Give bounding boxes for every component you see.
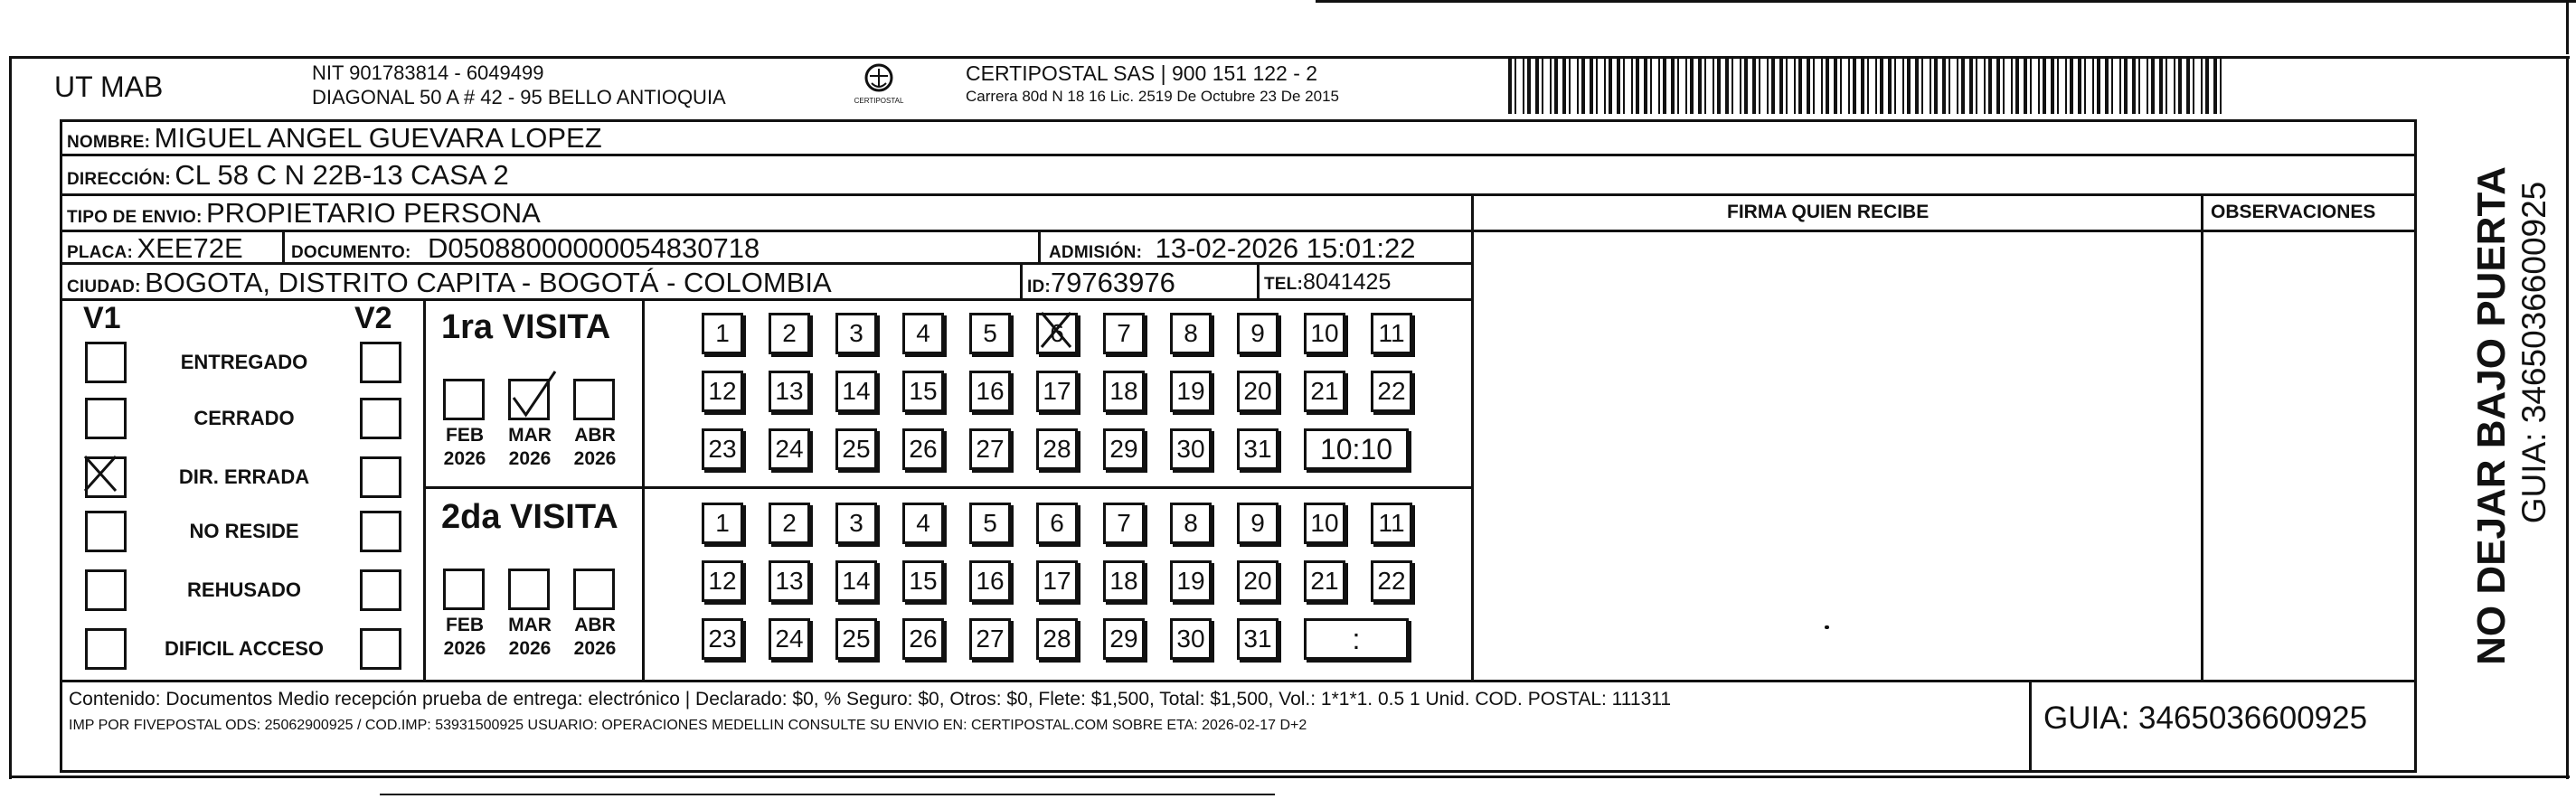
v1-checkbox[interactable]	[85, 511, 127, 552]
day-box[interactable]: 8	[1170, 503, 1212, 544]
v2-checkbox[interactable]	[360, 456, 401, 498]
day-box[interactable]: 21	[1304, 560, 1345, 602]
direccion-label: DIRECCIÓN:	[67, 170, 171, 189]
day-box[interactable]: 3	[835, 313, 877, 354]
day-box[interactable]: 28	[1036, 618, 1078, 660]
month-checkbox[interactable]	[443, 379, 485, 420]
day-box[interactable]: 30	[1170, 618, 1212, 660]
v1-checkbox[interactable]	[85, 398, 127, 439]
day-box[interactable]: 1	[702, 313, 743, 354]
placa-label: PLACA:	[67, 243, 133, 262]
time-box[interactable]: 10:10	[1304, 428, 1409, 470]
day-box[interactable]: 4	[902, 313, 944, 354]
scan-edge-right	[2566, 0, 2569, 54]
day-box[interactable]: 3	[835, 503, 877, 544]
day-box[interactable]: 21	[1304, 371, 1345, 412]
day-box[interactable]: 18	[1103, 560, 1145, 602]
status-label: DIR. ERRADA	[178, 465, 310, 488]
day-box[interactable]: 26	[902, 618, 944, 660]
day-box[interactable]: 11	[1371, 503, 1412, 544]
tipo-row	[67, 197, 541, 230]
day-box[interactable]: 25	[835, 428, 877, 470]
day-box[interactable]: 1	[702, 503, 743, 544]
id-value: 79763976	[1050, 267, 1175, 298]
nombre-label: NOMBRE:	[67, 133, 151, 152]
day-box[interactable]: 5	[969, 313, 1011, 354]
day-box[interactable]: 13	[769, 560, 810, 602]
footer-imp: IMP POR FIVEPOSTAL ODS: 25062900925 / COD.IMP: 53931500925 USUARIO: OPERACIONES MEDELLIN CONSULTE SU ENVIO EN: CERTIPOSTAL.COM SOBRE ETA: 2026-02-17 D+2	[69, 718, 1307, 733]
side-warning: NO DEJAR BAJO PUERTA	[2469, 166, 2514, 665]
month-checkbox[interactable]	[573, 379, 615, 420]
scan-speck	[1825, 625, 1829, 629]
day-box[interactable]: 9	[1237, 313, 1279, 354]
day-box[interactable]: 16	[969, 560, 1011, 602]
company-name: UT MAB	[54, 70, 164, 103]
day-box[interactable]: 22	[1371, 560, 1412, 602]
day-box[interactable]: 19	[1170, 371, 1212, 412]
day-box[interactable]: 25	[835, 618, 877, 660]
firma-label: FIRMA QUIEN RECIBE	[1727, 202, 1930, 222]
status-label: NO RESIDE	[189, 520, 299, 542]
operator: CERTIPOSTAL SAS | 900 151 122 - 2	[966, 61, 1318, 85]
day-box[interactable]: 2	[769, 313, 810, 354]
status-label: CERRADO	[193, 407, 295, 429]
day-box[interactable]: 7	[1103, 313, 1145, 354]
day-box[interactable]: 29	[1103, 428, 1145, 470]
day-box[interactable]: 26	[902, 428, 944, 470]
day-box[interactable]: 23	[702, 428, 743, 470]
day-box[interactable]: 17	[1036, 560, 1078, 602]
ciudad-cell	[67, 267, 832, 299]
tipo-label: TIPO DE ENVIO:	[67, 208, 203, 227]
day-box[interactable]: 23	[702, 618, 743, 660]
visit-title: 1ra VISITA	[441, 308, 611, 346]
day-box[interactable]: 29	[1103, 618, 1145, 660]
barcode-icon	[1505, 56, 2224, 114]
day-box[interactable]: 7	[1103, 503, 1145, 544]
status-label: ENTREGADO	[180, 351, 308, 373]
documento-label: DOCUMENTO:	[291, 243, 411, 262]
month-label: MAR 2026	[508, 615, 552, 659]
v1-checkbox[interactable]	[85, 342, 127, 383]
day-box[interactable]: 12	[702, 371, 743, 412]
v2-checkbox[interactable]	[360, 511, 401, 552]
day-box[interactable]: 18	[1103, 371, 1145, 412]
ciudad-value: BOGOTA, DISTRITO CAPITA - BOGOTÁ - COLOMBIA	[145, 267, 832, 298]
nombre-row	[67, 122, 602, 155]
day-box[interactable]: 2	[769, 503, 810, 544]
month-label: FEB 2026	[443, 615, 486, 659]
placa-cell	[67, 232, 243, 265]
v1-check-x-icon	[81, 453, 119, 494]
status-label: REHUSADO	[187, 578, 301, 601]
certipostal-logo-icon	[854, 63, 911, 108]
placa-value: XEE72E	[137, 232, 243, 264]
day-box[interactable]: 20	[1237, 371, 1279, 412]
v2-label: V2	[354, 301, 392, 335]
day-box[interactable]: 10	[1304, 503, 1345, 544]
day-box[interactable]: 27	[969, 428, 1011, 470]
month-checkbox[interactable]	[573, 569, 615, 610]
svg-text:CERTIPOSTAL: CERTIPOSTAL	[854, 97, 904, 105]
month-checkbox[interactable]	[443, 569, 485, 610]
day-box[interactable]: 15	[902, 371, 944, 412]
day-box[interactable]: 28	[1036, 428, 1078, 470]
month-label: FEB 2026	[443, 425, 486, 469]
v1-checkbox[interactable]	[85, 569, 127, 611]
documento-cell	[291, 232, 760, 265]
day-box[interactable]: 6	[1036, 313, 1078, 354]
operator-license: Carrera 80d N 18 16 Lic. 2519 De Octubre 23 De 2015	[966, 88, 1339, 105]
day-box[interactable]: 10	[1304, 313, 1345, 354]
day-box[interactable]: 13	[769, 371, 810, 412]
day-box[interactable]: 22	[1371, 371, 1412, 412]
id-label: ID:	[1027, 277, 1051, 296]
day-box[interactable]: 27	[969, 618, 1011, 660]
v1-checkbox[interactable]	[85, 628, 127, 670]
day-box[interactable]: 12	[702, 560, 743, 602]
admision-value: 13-02-2026 15:01:22	[1155, 232, 1416, 264]
month-label: MAR 2026	[508, 425, 552, 469]
id-cell	[1027, 267, 1175, 299]
month-check-icon	[510, 377, 550, 418]
guia-box: GUIA: 3465036600925	[2043, 700, 2368, 736]
status-label: DIFICIL ACCESO	[164, 637, 324, 660]
day-box[interactable]: 19	[1170, 560, 1212, 602]
day-box[interactable]: 11	[1371, 313, 1412, 354]
month-checkbox[interactable]	[508, 569, 550, 610]
day-box[interactable]: 30	[1170, 428, 1212, 470]
day-box[interactable]: 15	[902, 560, 944, 602]
admision-cell	[1049, 232, 1415, 265]
day-check-x-icon	[1038, 309, 1074, 351]
day-box[interactable]: 4	[902, 503, 944, 544]
month-label: ABR 2026	[573, 425, 617, 469]
scan-edge-top	[1316, 0, 2576, 3]
day-box[interactable]: 31	[1237, 618, 1279, 660]
day-box[interactable]: 14	[835, 371, 877, 412]
day-box[interactable]: 24	[769, 618, 810, 660]
tel-label: TEL:	[1264, 275, 1304, 294]
month-label: ABR 2026	[573, 615, 617, 659]
footer-contenido: Contenido: Documentos Medio recepción prueba de entrega: electrónico | Declarado: $0, % Seguro: $0, Otros: $0, Flete: $1,500, Total: $1,500, Vol.: 1*1*1. 0.5 1 Unid. COD. POSTAL: 111311	[69, 689, 1672, 710]
day-box[interactable]: 31	[1237, 428, 1279, 470]
observaciones-label: OBSERVACIONES	[2211, 202, 2376, 222]
direccion-value: CL 58 C N 22B-13 CASA 2	[175, 159, 509, 191]
day-box[interactable]: 5	[969, 503, 1011, 544]
v2-checkbox[interactable]	[360, 342, 401, 383]
ciudad-label: CIUDAD:	[67, 277, 141, 296]
sender-address: DIAGONAL 50 A # 42 - 95 BELLO ANTIOQUIA	[312, 86, 726, 108]
day-box[interactable]: 16	[969, 371, 1011, 412]
day-box[interactable]: 8	[1170, 313, 1212, 354]
v1-label: V1	[83, 301, 121, 335]
tipo-value: PROPIETARIO PERSONA	[206, 197, 541, 229]
day-box[interactable]: 9	[1237, 503, 1279, 544]
nit: NIT 901783814 - 6049499	[312, 61, 544, 84]
v2-checkbox[interactable]	[360, 628, 401, 670]
time-box[interactable]: :	[1304, 618, 1409, 660]
visit-title: 2da VISITA	[441, 498, 618, 536]
day-box[interactable]: 14	[835, 560, 877, 602]
day-box[interactable]: 24	[769, 428, 810, 470]
day-box[interactable]: 17	[1036, 371, 1078, 412]
side-guia: GUIA: 3465036600925	[2515, 181, 2552, 524]
v2-checkbox[interactable]	[360, 398, 401, 439]
scan-edge-bottom	[380, 794, 1275, 795]
nombre-value: MIGUEL ANGEL GUEVARA LOPEZ	[154, 122, 602, 154]
day-box[interactable]: 20	[1237, 560, 1279, 602]
direccion-row	[67, 159, 509, 192]
tel-value: 8041425	[1303, 269, 1392, 295]
documento-value: D05088000000054830718	[428, 232, 760, 264]
v2-checkbox[interactable]	[360, 569, 401, 611]
day-box[interactable]: 6	[1036, 503, 1078, 544]
admision-label: ADMISIÓN:	[1049, 243, 1143, 262]
tel-cell	[1264, 269, 1391, 296]
